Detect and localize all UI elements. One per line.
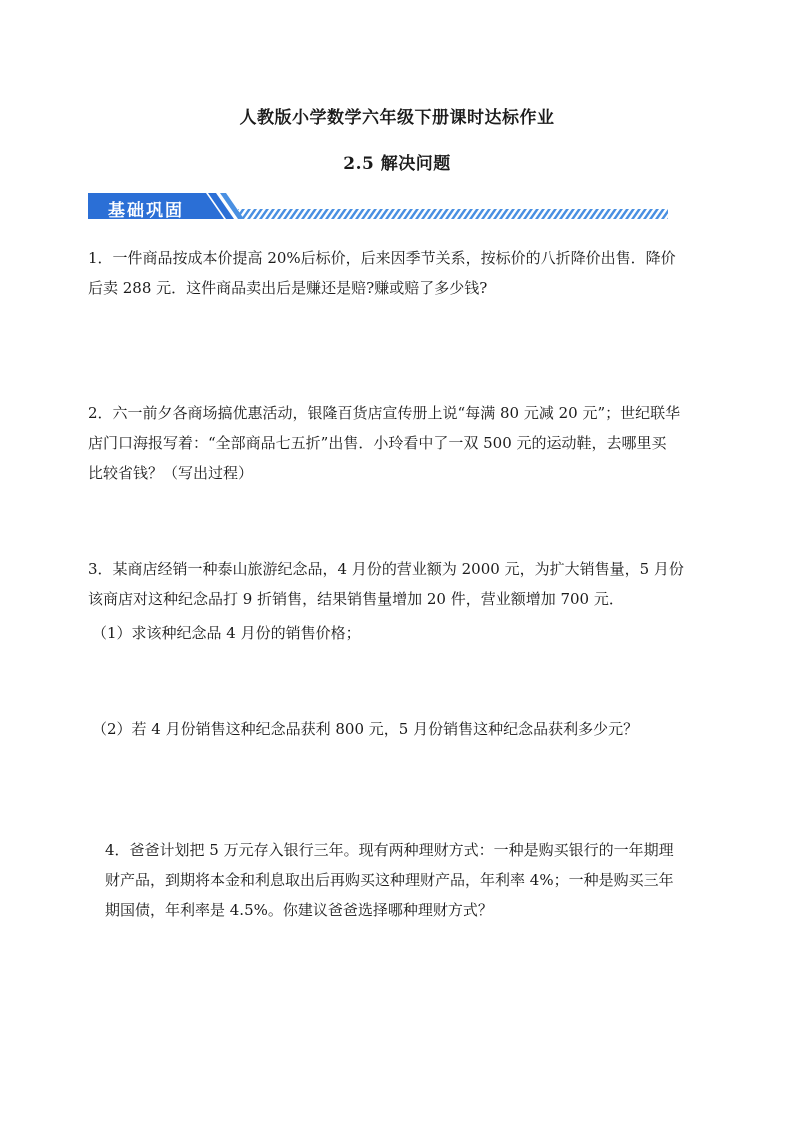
question-1: [88, 243, 708, 303]
question-line: 期国债，年利率是 4.5%。你建议爸爸选择哪种理财方式？: [105, 901, 493, 919]
question-line: 1．一件商品按成本价提高 20%后标价，后来因季节关系，按标价的八折降价出售．降价: [88, 249, 676, 267]
question-3: [88, 554, 708, 614]
question-line: 4．爸爸计划把 5 万元存入银行三年。现有两种理财方式：一种是购买银行的一年期理: [105, 841, 674, 859]
question-line: 3．某商店经销一种泰山旅游纪念品，4 月份的营业额为 2000 元，为扩大销售量，5 月份: [88, 560, 684, 578]
question-3-part-1: [92, 618, 712, 648]
question-3-part-2: [92, 714, 712, 744]
page-title: 人教版小学数学六年级下册课时达标作业: [239, 108, 555, 128]
question-line: 后卖 288 元．这件商品卖出后是赚还是赔?赚或赔了多少钱?: [88, 279, 488, 297]
section-label: 基础巩固: [108, 201, 184, 221]
question-2: [88, 398, 708, 488]
question-4: [105, 835, 708, 925]
question-line: （2）若 4 月份销售这种纪念品获利 800 元，5 月份销售这种纪念品获利多少元？: [92, 720, 639, 738]
question-line: 2．六一前夕各商场搞优惠活动，银隆百货店宣传册上说“每满 80 元减 20 元”；世纪联华: [88, 404, 681, 422]
section-banner: [88, 189, 668, 225]
question-line: 店门口海报写着：“全部商品七五折”出售．小玲看中了一双 500 元的运动鞋，去哪里买: [88, 434, 667, 452]
question-line: 财产品，到期将本金和利息取出后再购买这种理财产品，年利率 4%；一种是购买三年: [105, 871, 674, 889]
page-subtitle: 2.5 解决问题: [343, 154, 451, 174]
question-line: 比较省钱？（写出过程）: [88, 464, 254, 482]
question-line: （1）求该种纪念品 4 月份的销售价格；: [92, 624, 361, 642]
question-line: 该商店对这种纪念品打 9 折销售，结果销售量增加 20 件，营业额增加 700 元．: [88, 590, 624, 608]
